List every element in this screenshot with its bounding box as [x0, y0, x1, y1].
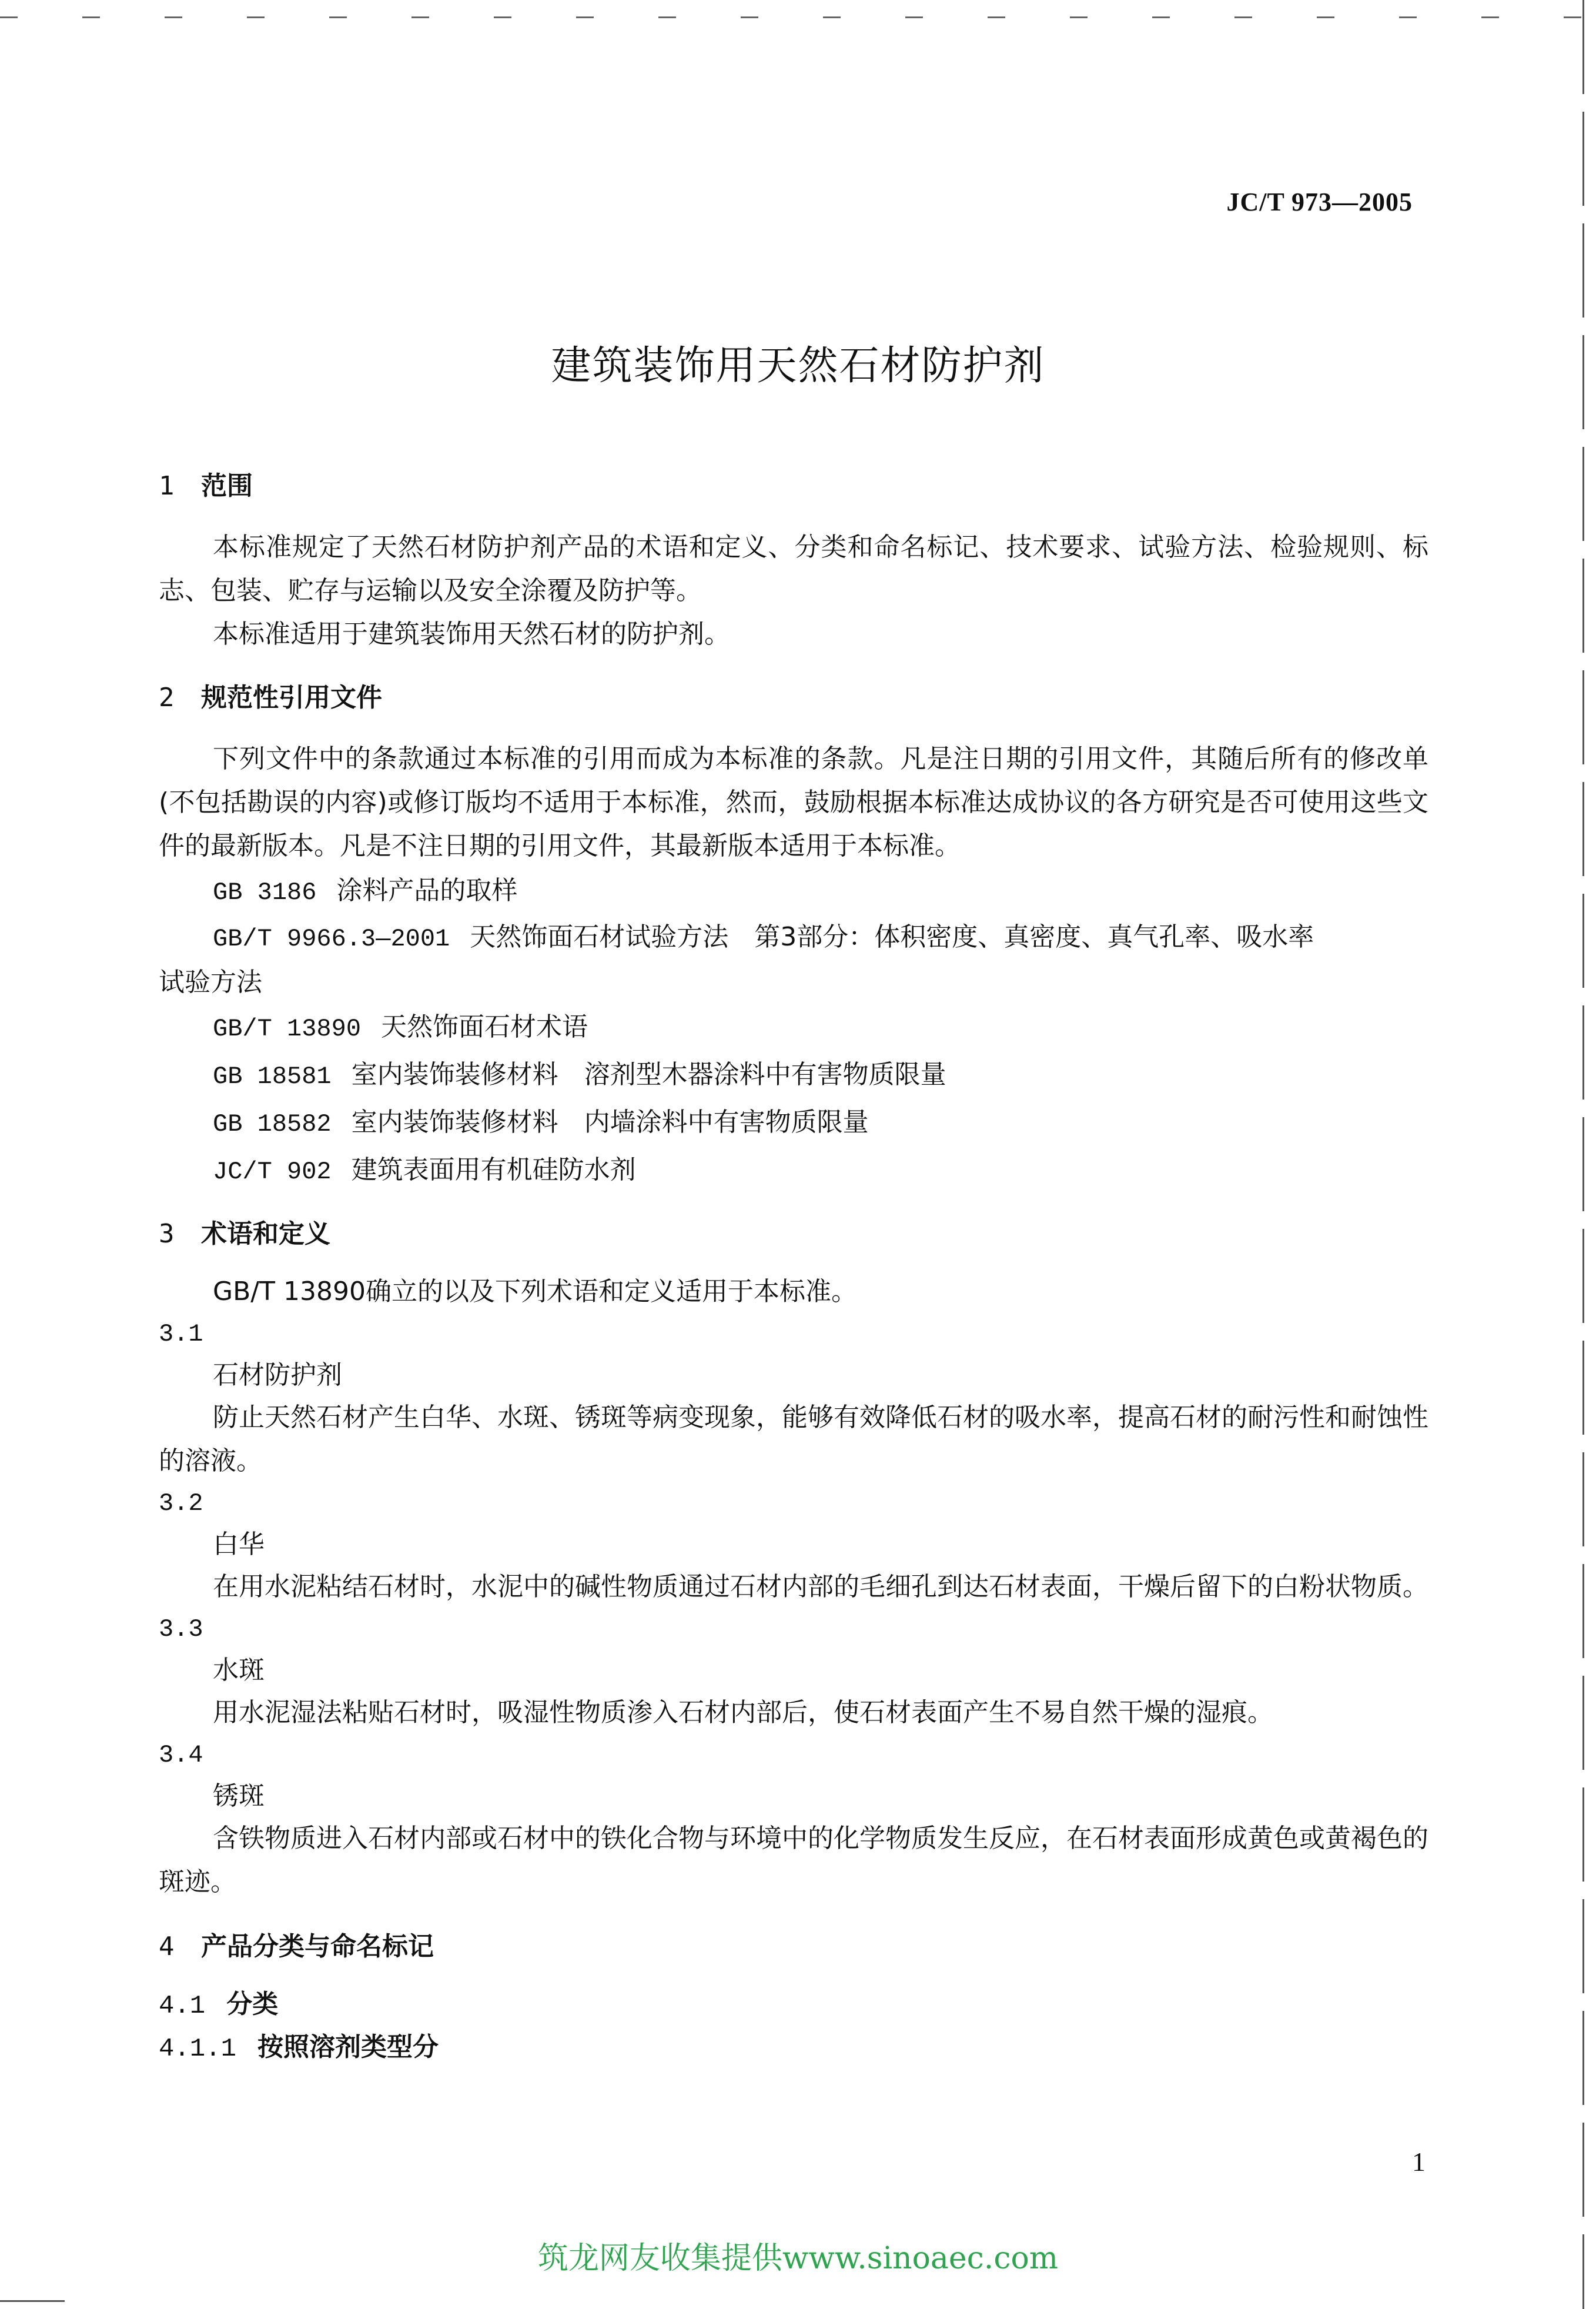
section-1-paragraph-1: 本标准规定了天然石材防护剂产品的术语和定义、分类和命名标记、技术要求、试验方法、检验规则、标志、包装、贮存与运输以及安全涂覆及防护等。	[159, 532, 1428, 606]
reference-item	[159, 1052, 1428, 1100]
term-name: 水斑	[213, 1655, 265, 1685]
page-number: 1	[1412, 2147, 1426, 2177]
watermark-text: 筑龙网友收集提供www.sinoaec.com	[537, 2241, 1059, 2276]
term-definition: 防止天然石材产生白华、水斑、锈斑等病变现象，能够有效降低石材的吸水率，提高石材的耐污性和耐蚀性的溶液。	[159, 1402, 1428, 1476]
section-4-heading	[159, 1925, 1428, 1963]
term-number: 3.4	[159, 1741, 203, 1769]
term-number: 3.3	[159, 1615, 203, 1643]
reference-code: JC/T 902	[213, 1158, 332, 1186]
section-title: 产品分类与命名标记	[201, 1932, 434, 1962]
reference-item	[159, 1004, 1428, 1052]
section-number: 3	[159, 1219, 175, 1249]
section-number: 1	[159, 471, 175, 501]
term-name: 石材防护剂	[213, 1360, 342, 1390]
term-number: 3.1	[159, 1320, 203, 1348]
section-number: 4	[159, 1932, 175, 1962]
document-body	[159, 465, 1428, 2070]
term-name: 锈斑	[213, 1781, 265, 1811]
subsection-heading	[159, 2027, 1428, 2070]
term-name: 白华	[213, 1529, 265, 1559]
section-1-paragraph-2: 本标准适用于建筑装饰用天然石材的防护剂。	[213, 619, 730, 649]
reference-item	[159, 915, 1428, 961]
reference-title: 涂料产品的取样	[336, 876, 518, 905]
reference-title: 建筑表面用有机硅防水剂	[351, 1155, 636, 1185]
section-2-paragraph: 下列文件中的条款通过本标准的引用而成为本标准的条款。凡是注日期的引用文件，其随后所有的修改单(不包括勘误的内容)或修订版均不适用于本标准，然而，鼓励根据本标准达成协议的各方研究是否可使用这些文件的最新版本。凡是不注日期的引用文件，其最新版本适用于本标准。	[159, 744, 1428, 861]
section-1-heading	[159, 465, 1428, 502]
section-title: 范围	[201, 471, 253, 501]
reference-code: GB 18581	[213, 1062, 332, 1091]
term-definition: 在用水泥粘结石材时，水泥中的碱性物质通过石材内部的毛细孔到达石材表面，干燥后留下的白粉状物质。	[213, 1572, 1428, 1602]
reference-code: GB/T 13890	[213, 1015, 362, 1043]
subsection-title: 按照溶剂类型分	[257, 2032, 439, 2062]
term-definition: 用水泥湿法粘贴石材时，吸湿性物质渗入石材内部后，使石材表面产生不易自然干燥的湿痕。	[213, 1698, 1273, 1727]
section-title: 术语和定义	[201, 1219, 330, 1249]
reference-code: GB/T 9966.3—2001	[213, 925, 450, 953]
subsection-title: 分类	[226, 1989, 279, 2019]
term-definition: 含铁物质进入石材内部或石材中的铁化合物与环境中的化学物质发生反应，在石材表面形成黄色或黄褐色的斑迹。	[159, 1823, 1428, 1897]
scan-top-border	[0, 16, 1596, 18]
reference-title: 天然饰面石材术语	[381, 1012, 588, 1042]
section-3-intro: GB/T 13890确立的以及下列术语和定义适用于本标准。	[213, 1277, 857, 1306]
reference-title: 室内装饰装修材料 内墙涂料中有害物质限量	[351, 1107, 869, 1137]
scan-bottom-left-mark	[0, 2300, 65, 2302]
subsection-number: 4.1.1	[159, 2034, 237, 2064]
reference-item	[159, 1100, 1428, 1147]
section-title: 规范性引用文件	[201, 683, 382, 713]
reference-title: 室内装饰装修材料 溶剂型木器涂料中有害物质限量	[351, 1060, 946, 1090]
document-code: JC/T 973—2005	[1226, 188, 1413, 216]
reference-continuation: 试验方法	[159, 967, 262, 997]
reference-code: GB 3186	[213, 878, 317, 907]
reference-code: GB 18582	[213, 1110, 332, 1138]
reference-item	[159, 1147, 1428, 1195]
term-number: 3.2	[159, 1489, 203, 1518]
subsection-number: 4.1	[159, 1991, 206, 2021]
reference-title: 天然饰面石材试验方法 第3部分：体积密度、真密度、真气孔率、吸水率	[470, 922, 1314, 952]
document-title: 建筑装饰用天然石材防护剂	[551, 343, 1045, 389]
section-number: 2	[159, 683, 175, 713]
section-3-heading	[159, 1212, 1428, 1250]
subsection-heading	[159, 1984, 1428, 2027]
reference-item	[159, 868, 1428, 915]
section-2-heading	[159, 676, 1428, 714]
